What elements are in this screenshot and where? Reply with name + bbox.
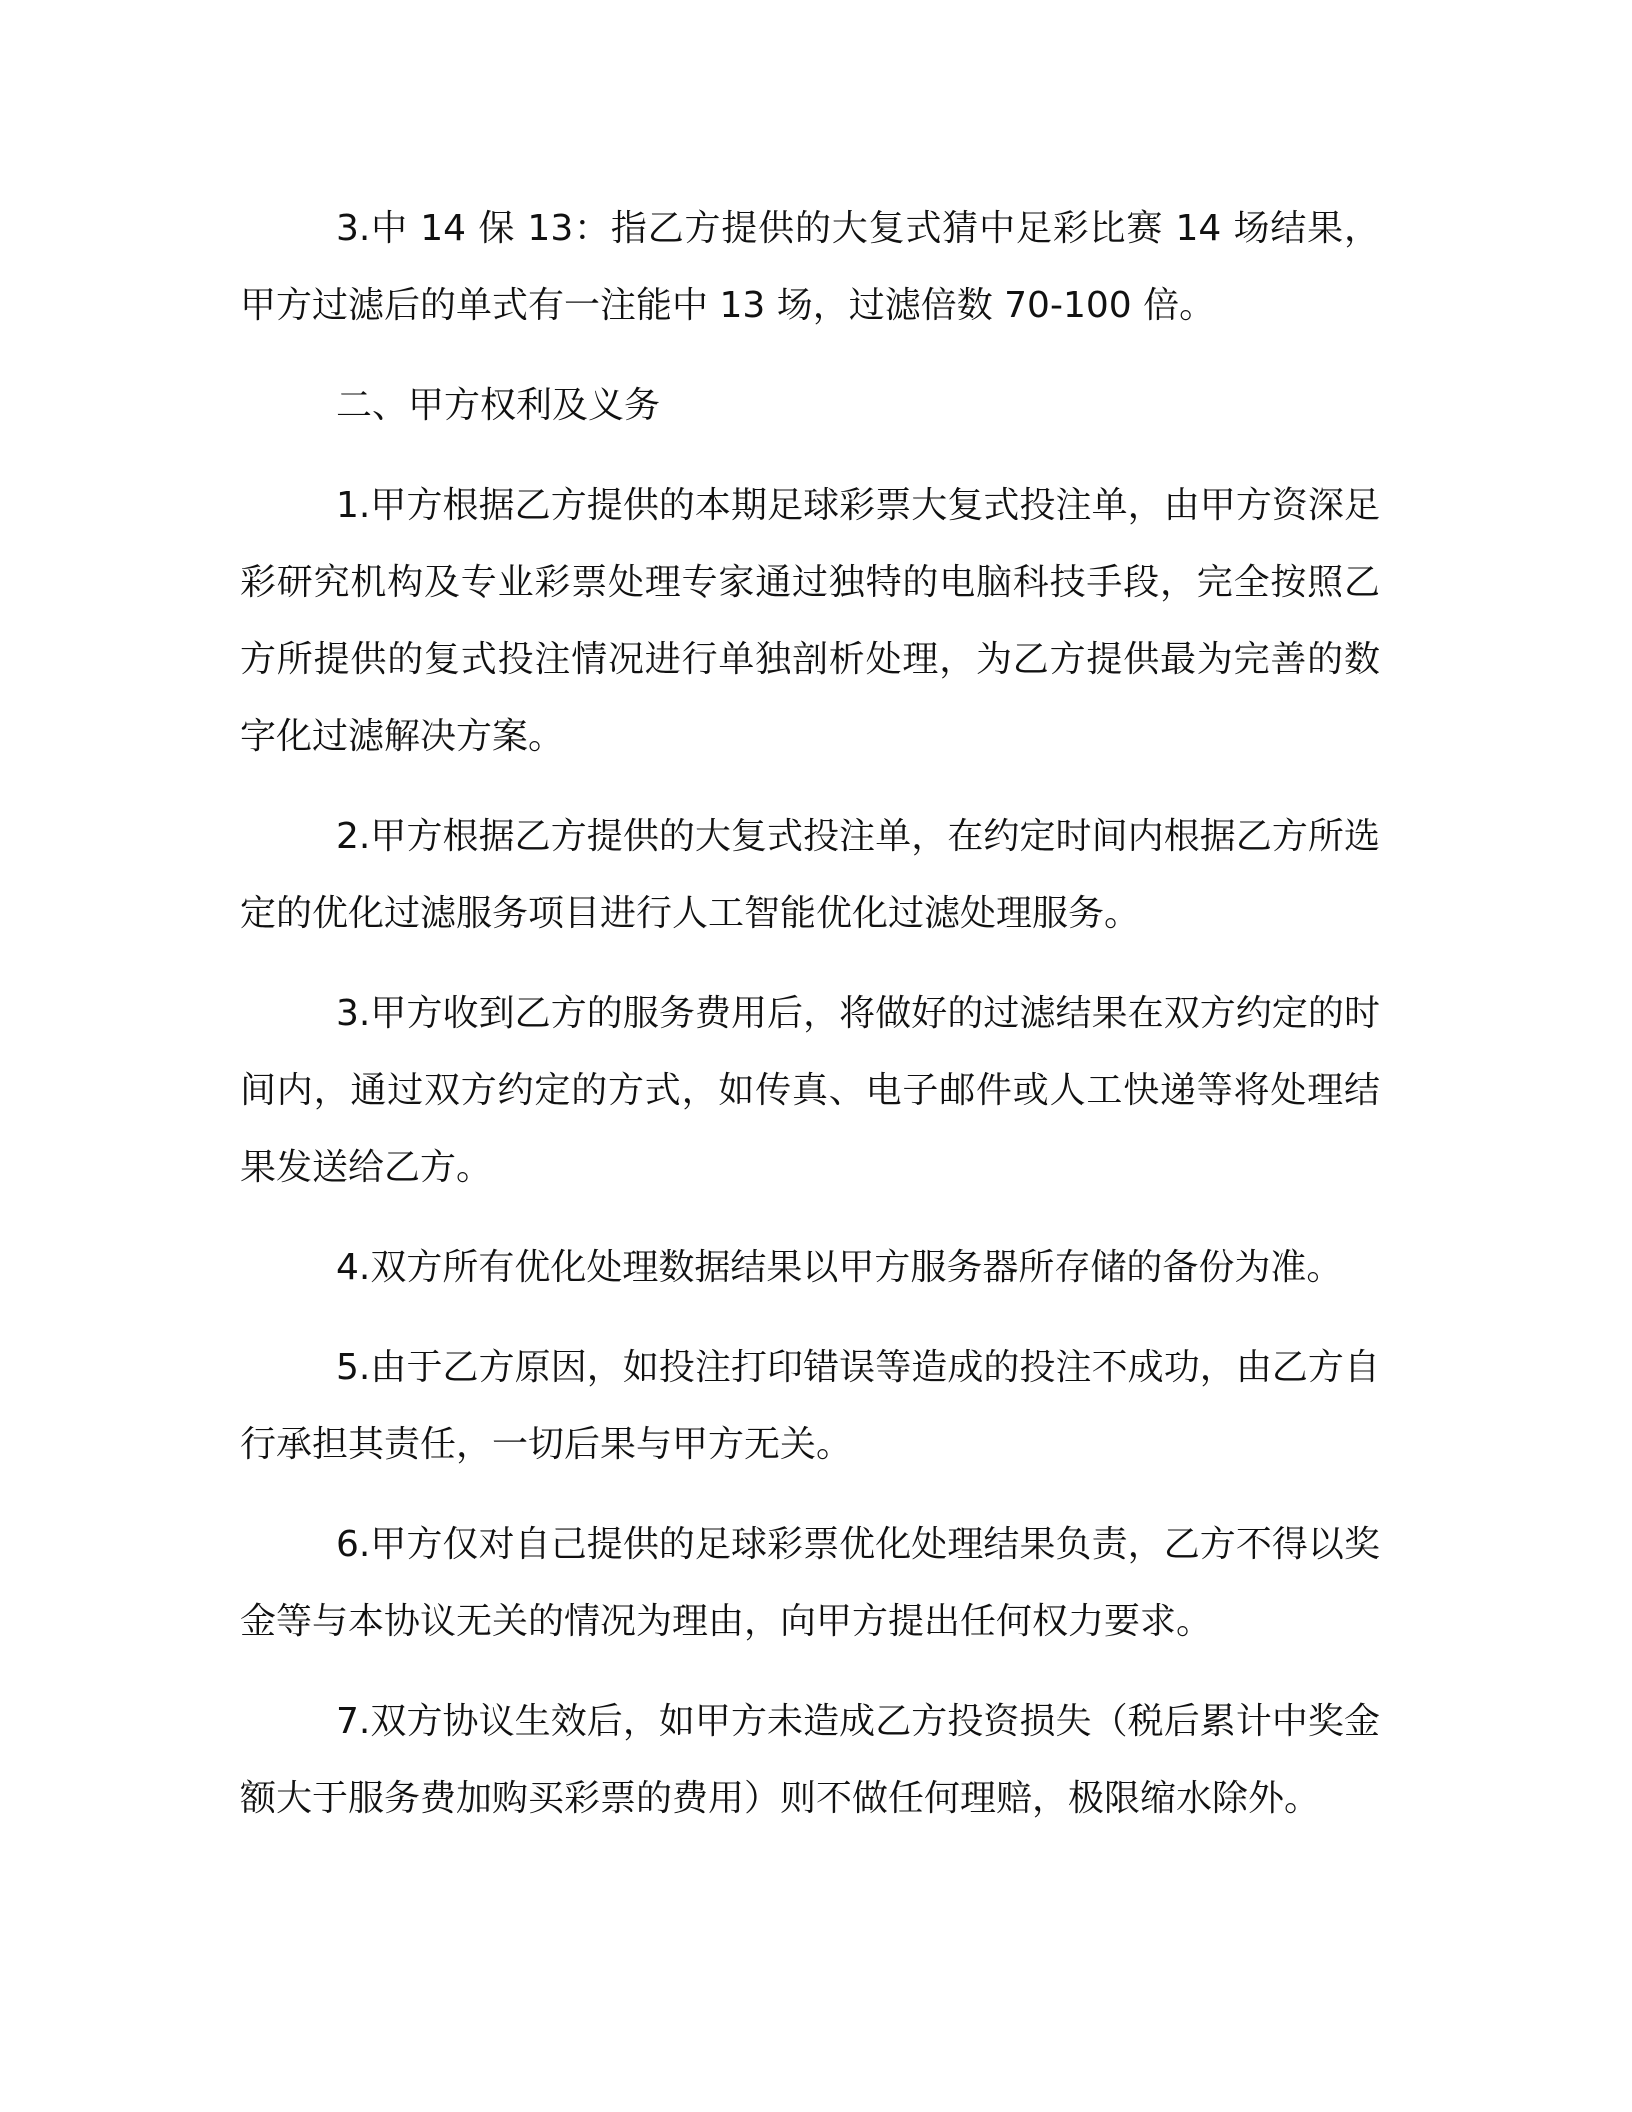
clause-3: 3.甲方收到乙方的服务费用后，将做好的过滤结果在双方约定的时间内，通过双方约定的方式，如传真、电子邮件或人工快递等将处理结果发送给乙方。	[240, 993, 1380, 1188]
clause-5: 5.由于乙方原因，如投注打印错误等造成的投注不成功，由乙方自行承担其责任，一切后果与甲方无关。	[240, 1347, 1380, 1465]
clause-2: 2.甲方根据乙方提供的大复式投注单，在约定时间内根据乙方所选定的优化过滤服务项目进行人工智能优化过滤处理服务。	[240, 816, 1380, 934]
clause-4: 4.双方所有优化处理数据结果以甲方服务器所存储的备份为准。	[336, 1247, 1343, 1288]
clause-7: 7.双方协议生效后，如甲方未造成乙方投资损失（税后累计中奖金额大于服务费加购买彩票的费用）则不做任何理赔，极限缩水除外。	[240, 1701, 1380, 1819]
clause-6: 6.甲方仅对自己提供的足球彩票优化处理结果负责，乙方不得以奖金等与本协议无关的情况为理由，向甲方提出任何权力要求。	[240, 1524, 1380, 1642]
section-heading-party-a-rights: 二、甲方权利及义务	[336, 385, 661, 426]
document-body	[240, 190, 1380, 1860]
clause-1: 1.甲方根据乙方提供的本期足球彩票大复式投注单，由甲方资深足彩研究机构及专业彩票处理专家通过独特的电脑科技手段，完全按照乙方所提供的复式投注情况进行单独剖析处理，为乙方提供最为完善的数字化过滤解决方案。	[240, 485, 1380, 757]
clause-3-definition: 3.中 14 保 13：指乙方提供的大复式猜中足彩比赛 14 场结果，甲方过滤后的单式有一注能中 13 场，过滤倍数 70-100 倍。	[240, 208, 1380, 326]
